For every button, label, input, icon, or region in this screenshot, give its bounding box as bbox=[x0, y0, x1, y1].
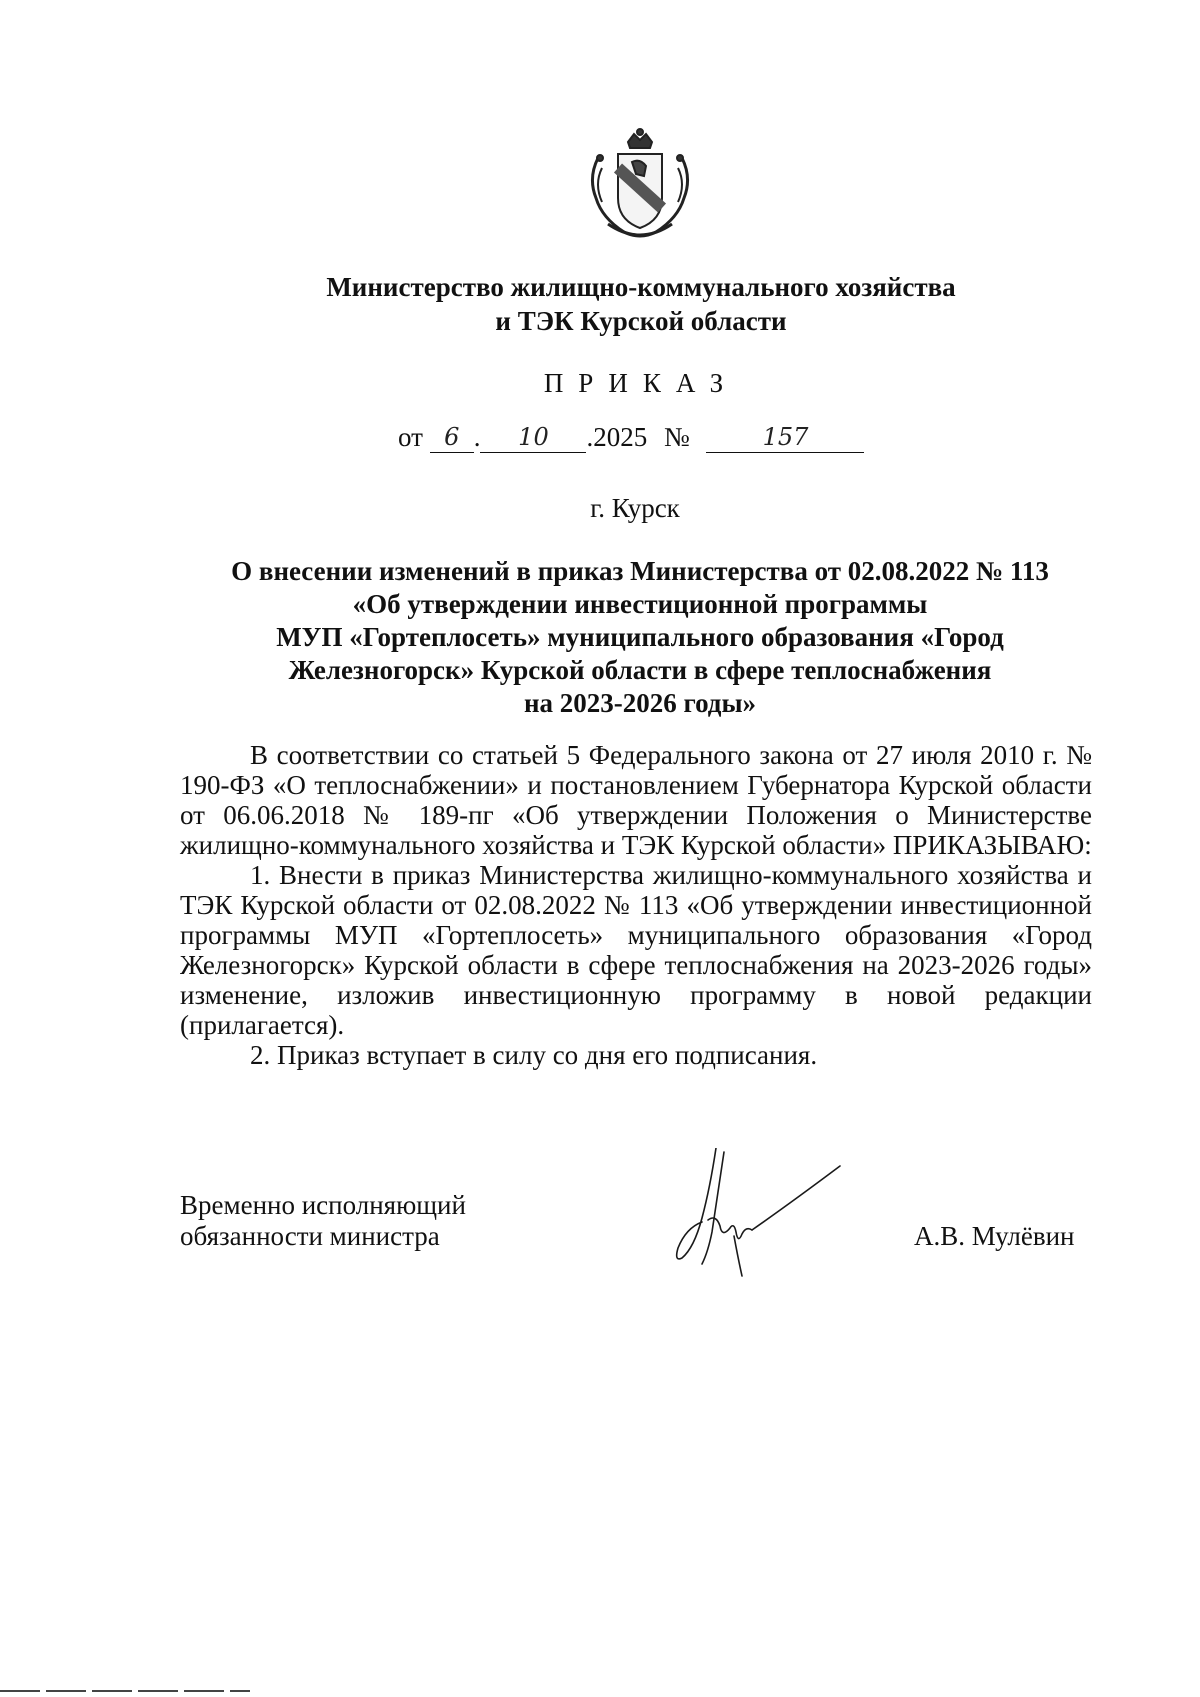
date-number-row bbox=[398, 422, 864, 453]
signatory-position bbox=[180, 1190, 466, 1252]
date-prefix: от bbox=[398, 422, 423, 452]
document-header bbox=[0, 270, 1200, 400]
title-line: О внесении изменений в приказ Министерства от 02.08.2022 № 113 bbox=[231, 556, 1049, 586]
ministry-name-line1: Министерство жилищно-коммунального хозяйства bbox=[326, 272, 956, 302]
document-title bbox=[190, 555, 1090, 720]
order-item-1: 1. Внести в приказ Министерства жилищно-коммунального хозяйства и ТЭК Курской области от 02.08.2022 № 113 «Об утверждении инвестиционной программы МУП «Гортеплосеть» муниципального образования «Город Железногорск» Курской области в сфере теплоснабжения на 2023-2026 годы» изменение, изложив инвестиционную программу в новой редакции (прилагается). bbox=[180, 860, 1092, 1040]
title-line: МУП «Гортеплосеть» муниципального образования «Город bbox=[276, 622, 1004, 652]
number-sign: № bbox=[663, 422, 690, 452]
date-separator: . bbox=[473, 422, 481, 452]
date-year: .2025 bbox=[586, 422, 648, 452]
signatory-name: А.В. Мулёвин bbox=[914, 1221, 1075, 1251]
document-type: ПРИКАЗ bbox=[543, 368, 739, 398]
title-line: на 2023-2026 годы» bbox=[523, 688, 757, 718]
order-item-2: 2. Приказ вступает в силу со дня его подписания. bbox=[250, 1040, 818, 1070]
title-line: «Об утверждении инвестиционной программы bbox=[352, 589, 928, 619]
date-month-field: 10 bbox=[480, 422, 586, 453]
position-line: Временно исполняющий bbox=[180, 1190, 466, 1220]
date-day-field: 6 bbox=[430, 422, 474, 453]
page-bottom-mark bbox=[0, 1690, 250, 1692]
title-line: Железногорск» Курской области в сфере теплоснабжения bbox=[288, 655, 992, 685]
position-line: обязанности министра bbox=[180, 1221, 440, 1251]
preamble-paragraph: В соответствии со статьей 5 Федерального закона от 27 июля 2010 г. № 190-ФЗ «О теплоснабжении» и постановлением Губернатора Курской области от 06.06.2018 № 189-пг «Об утверждении Положения о Министерстве жилищно-коммунального хозяйства и ТЭК Курской области» ПРИКАЗЫВАЮ: bbox=[180, 740, 1092, 860]
document-number-field: 157 bbox=[706, 422, 864, 453]
ministry-name-line2: и ТЭК Курской области bbox=[495, 306, 787, 336]
document-body bbox=[180, 740, 1092, 1070]
city-line: г. Курск bbox=[590, 493, 680, 523]
handwritten-signature-icon bbox=[672, 1148, 842, 1278]
coat-of-arms-icon bbox=[584, 128, 696, 244]
